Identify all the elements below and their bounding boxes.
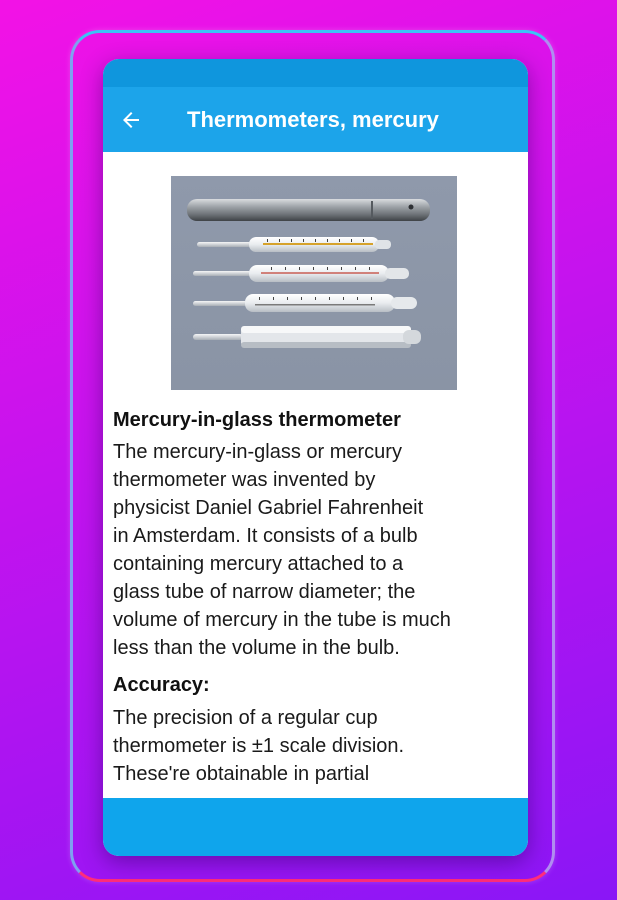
app-title: Thermometers, mercury	[187, 107, 439, 132]
section-heading-accuracy: Accuracy:	[113, 674, 210, 696]
app-bar	[103, 87, 528, 152]
status-bar	[103, 59, 528, 87]
text-line: The mercury-in-glass or mercury	[113, 441, 402, 463]
arrow-left-icon	[119, 108, 143, 132]
text-line: less than the volume in the bulb.	[113, 637, 400, 659]
phone-screen	[103, 59, 528, 856]
thermometers-illustration	[171, 176, 457, 390]
thermometers-photo	[171, 176, 457, 390]
section-paragraph-mercury-in-glass	[113, 438, 523, 662]
text-line: volume of mercury in the tube is much	[113, 609, 451, 631]
section-paragraph-accuracy	[113, 704, 523, 788]
text-line: in Amsterdam. It consists of a bulb	[113, 525, 418, 547]
bottom-bar	[103, 798, 528, 856]
text-line: thermometer was invented by	[113, 469, 376, 491]
article-content[interactable]	[103, 152, 528, 798]
text-line: physicist Daniel Gabriel Fahrenheit	[113, 497, 424, 519]
text-line: glass tube of narrow diameter; the	[113, 581, 416, 603]
text-line: These're obtainable in partial	[113, 763, 370, 785]
text-line: The precision of a regular cup	[113, 707, 378, 729]
text-line: thermometer is ±1 scale division.	[113, 735, 405, 757]
section-heading-mercury-in-glass: Mercury-in-glass thermometer	[113, 409, 401, 431]
back-button[interactable]	[117, 106, 145, 134]
text-line: containing mercury attached to a	[113, 553, 404, 575]
